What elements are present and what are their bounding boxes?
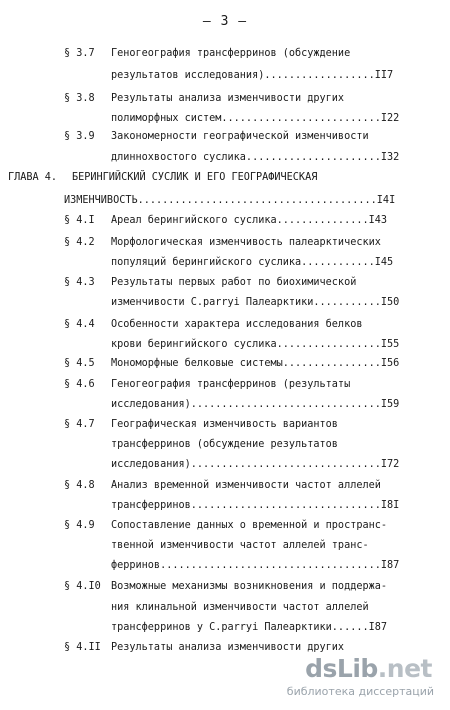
toc-section-number: § 3.8: [64, 93, 95, 104]
toc-entry-line: Мономорфные белковые системы................I56: [111, 358, 400, 369]
toc-entry-line: исследования)...............................I72: [111, 459, 400, 470]
toc-entry-line: ния клинальной изменчивости частот аллелей: [111, 602, 369, 613]
watermark: [258, 654, 438, 702]
toc-entry-line: Ареал берингийского суслика...............I43: [111, 215, 388, 226]
page-number: – 3 –: [202, 14, 248, 29]
toc-entry-line: Анализ временной изменчивости частот аллелей: [111, 480, 381, 491]
toc-entry-line: Географическая изменчивость вариантов: [111, 419, 338, 430]
toc-section-number: § 4.5: [64, 358, 95, 369]
watermark-logo-dot: .net: [377, 654, 432, 683]
toc-section-number: § 4.8: [64, 480, 95, 491]
toc-entry-line: ферринов....................................I87: [111, 560, 400, 571]
toc-entry-line: длиннохвостого суслика......................I32: [111, 152, 400, 163]
toc-entry-line: полиморфных систем..........................I22: [111, 113, 400, 124]
toc-entry-line: Особенности характера исследования белков: [111, 319, 363, 330]
toc-entry-line: Результаты анализа изменчивости других: [111, 642, 345, 653]
toc-entry-line: трансферринов у C.parryi Палеарктики......I87: [111, 622, 388, 633]
toc-section-number: § 3.9: [64, 131, 95, 142]
toc-entry-line: исследования)...............................I59: [111, 399, 400, 410]
watermark-logo-main: dsLib: [305, 654, 378, 683]
toc-section-number: § 4.I: [64, 215, 95, 226]
toc-entry-line: крови берингийского суслика.................I55: [111, 339, 400, 350]
toc-entry-line: результатов исследования)..................II7: [111, 70, 394, 81]
toc-entry-line: твенной изменчивости частот аллелей транс-: [111, 540, 369, 551]
toc-entry-line: Возможные механизмы возникновения и поддержа-: [111, 581, 388, 592]
toc-entry-line: БЕРИНГИЙСКИЙ СУСЛИК И ЕГО ГЕОГРАФИЧЕСКАЯ: [72, 172, 318, 183]
toc-entry-line: популяций берингийского суслика............I45: [111, 257, 394, 268]
toc-entry-line: Морфологическая изменчивость палеарктических: [111, 237, 381, 248]
toc-entry-line: Сопоставление данных о временной и пространс-: [111, 520, 388, 531]
toc-section-number: § 4.9: [64, 520, 95, 531]
toc-section-number: § 3.7: [64, 48, 95, 59]
toc-entry-line: Закономерности географической изменчивости: [111, 131, 369, 142]
toc-entry-line: Геногеография трансферринов (обсуждение: [111, 48, 351, 59]
watermark-logo: [305, 654, 432, 683]
toc-section-number: § 4.4: [64, 319, 95, 330]
toc-section-number: § 4.6: [64, 379, 95, 390]
toc-section-number: § 4.3: [64, 277, 95, 288]
toc-entry-line: трансферринов...............................I8I: [111, 500, 400, 511]
toc-entry-line: ИЗМЕНЧИВОСТЬ.......................................I4I: [64, 195, 396, 206]
toc-section-number: § 4.7: [64, 419, 95, 430]
toc-entry-line: Результаты анализа изменчивости других: [111, 93, 345, 104]
toc-entry-line: изменчивости C.parryi Палеарктики...........I50: [111, 297, 400, 308]
toc-chapter-label: ГЛАВА 4.: [8, 172, 58, 183]
toc-section-number: § 4.2: [64, 237, 95, 248]
toc-entry-line: Результаты первых работ по биохимической: [111, 277, 357, 288]
toc-entry-line: Геногеография трансферринов (результаты: [111, 379, 351, 390]
watermark-subtitle: библиотека диссертаций: [286, 685, 434, 698]
toc-section-number: § 4.II: [64, 642, 101, 653]
toc-entry-line: трансферринов (обсуждение результатов: [111, 439, 338, 450]
toc-section-number: § 4.I0: [64, 581, 101, 592]
